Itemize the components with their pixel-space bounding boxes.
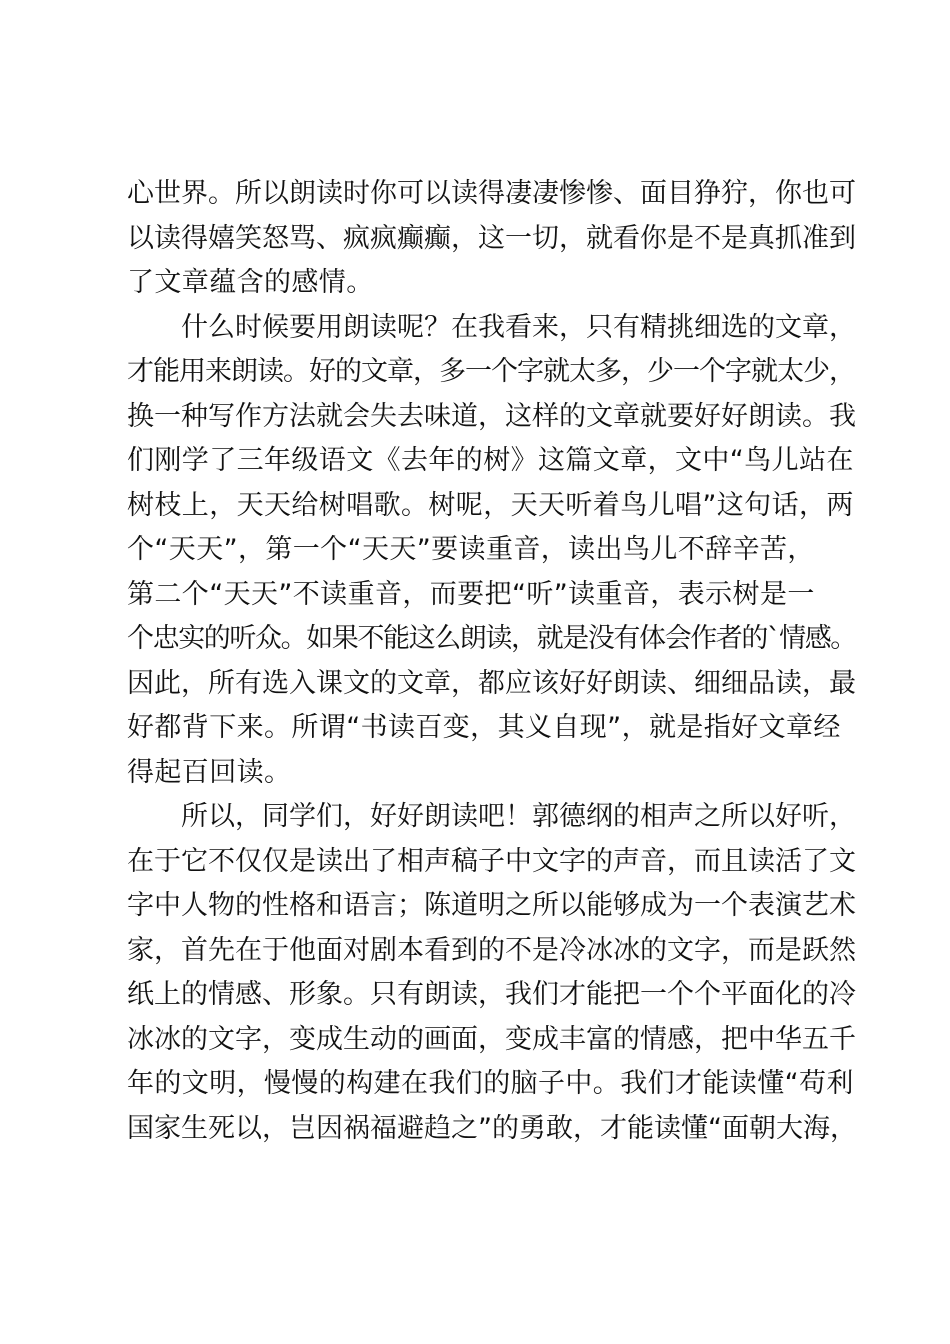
- text-line: 字中人物的性格和语言；陈道明之所以能够成为一个表演艺术: [127, 890, 856, 921]
- text-line: 以读得嬉笑怒骂、疯疯癫癫，这一切，就看你是不是真抓准到: [127, 222, 856, 254]
- text-line: 国家生死以，岂因祸福避趋之”的勇敢，才能读懂“面朝大海，: [127, 1112, 857, 1144]
- text-line: 好都背下来。所谓“书读百变，其义自现”，就是指好文章经: [127, 712, 841, 743]
- text-line: 冰冰的文字，变成生动的画面，变成丰富的情感，把中华五千: [127, 1023, 856, 1055]
- text-line: 心世界。所以朗读时你可以读得凄凄惨惨、面目狰狞，你也可: [127, 178, 856, 209]
- text-line: 所以，同学们，好好朗读吧！郭德纲的相声之所以好听，: [181, 801, 856, 832]
- body-text: [127, 172, 857, 1151]
- text-line: 个“天天”，第一个“天天”要读重音，读出鸟儿不辞辛苦，: [127, 534, 815, 565]
- text-line: 换一种写作方法就会失去味道，这样的文章就要好好朗读。我: [127, 400, 856, 432]
- text-line: 因此，所有选入课文的文章，都应该好好朗读、细细品读，最: [127, 667, 856, 699]
- text-line: 家，首先在于他面对剧本看到的不是冷冰冰的文字，而是跃然: [127, 934, 856, 966]
- text-line: 纸上的情感、形象。只有朗读，我们才能把一个个平面化的冷: [127, 979, 856, 1010]
- text-line: 树枝上，天天给树唱歌。树呢，天天听着鸟儿唱”这句话，两: [127, 489, 854, 521]
- text-line: 得起百回读。: [127, 756, 292, 788]
- text-line: 在于它不仅仅是读出了相声稿子中文字的声音，而且读活了文: [127, 845, 856, 877]
- text-line: 才能用来朗读。好的文章，多一个字就太多，少一个字就太少，: [127, 356, 855, 387]
- text-line: 什么时候要用朗读呢？在我看来，只有精挑细选的文章，: [181, 311, 856, 343]
- text-line: 第二个“天天”不读重音，而要把“听”读重音，表示树是一: [127, 578, 815, 610]
- text-line: 年的文明，慢慢的构建在我们的脑子中。我们才能读懂“苟利: [127, 1068, 854, 1099]
- text-line: 了文章蕴含的感情。: [127, 267, 374, 298]
- text-line: 个忠实的听众。如果不能这么朗读，就是没有体会作者的`情感。: [127, 623, 856, 654]
- text-line: 们刚学了三年级语文《去年的树》这篇文章，文中“鸟儿站在: [127, 445, 854, 476]
